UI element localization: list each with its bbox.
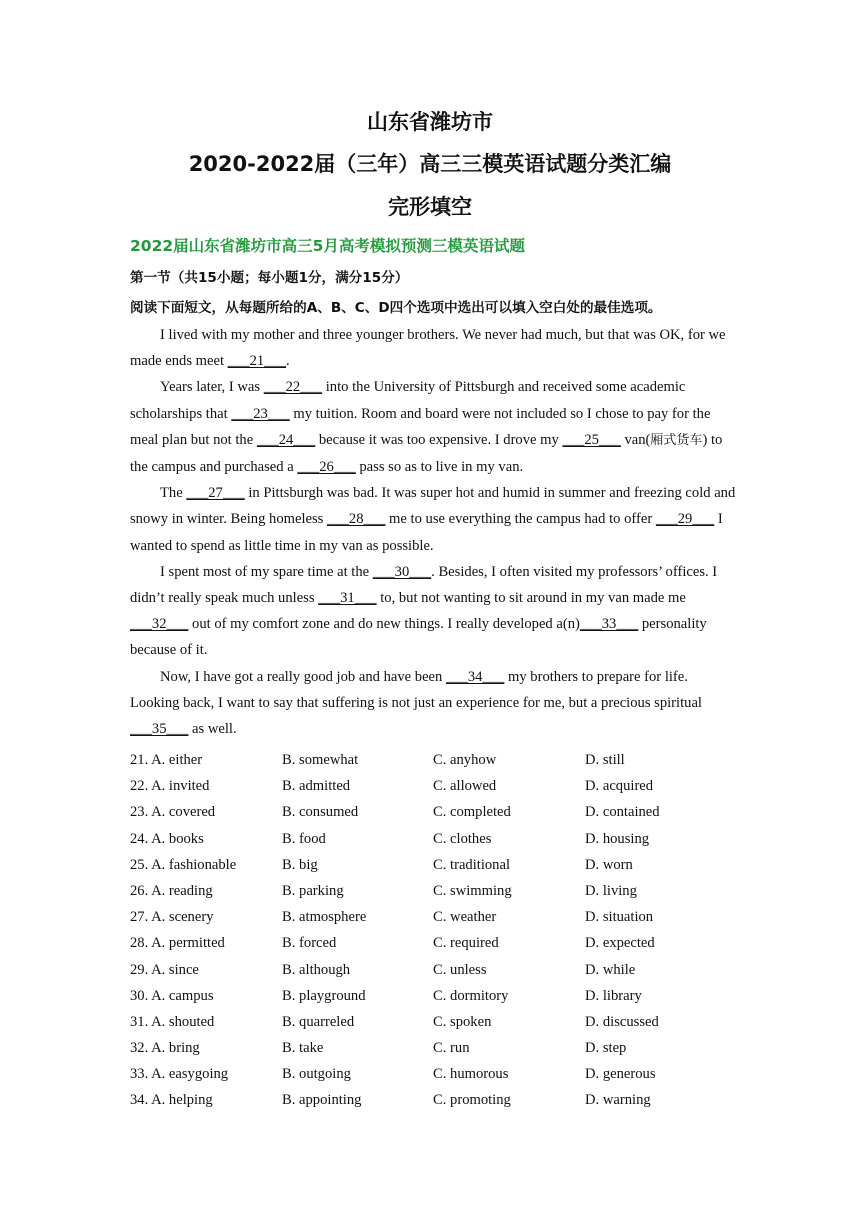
option-d: D. discussed bbox=[585, 1013, 659, 1030]
text: . bbox=[286, 353, 290, 370]
blank-26: ___26___ bbox=[297, 459, 356, 476]
text: me to use everything the campus had to offer bbox=[385, 511, 656, 528]
text: into the University of Pittsburgh and received some academic scholarships that bbox=[130, 379, 686, 422]
blank-30: ___30___ bbox=[372, 563, 432, 580]
option-row bbox=[130, 799, 750, 825]
blank-28: ___28___ bbox=[327, 511, 386, 528]
option-a: 24. A. books bbox=[130, 830, 204, 847]
option-c: C. dormitory bbox=[433, 987, 509, 1004]
option-c: C. anyhow bbox=[433, 752, 497, 768]
option-a: 22. A. invited bbox=[130, 778, 210, 795]
option-d: D. still bbox=[585, 752, 625, 768]
option-c: C. unless bbox=[433, 961, 487, 978]
paragraph-1 bbox=[130, 322, 736, 374]
option-row bbox=[130, 826, 750, 852]
option-a: 30. A. campus bbox=[130, 987, 214, 1004]
option-a: 27. A. scenery bbox=[130, 909, 214, 926]
text: Years later, I was bbox=[160, 379, 264, 396]
option-row bbox=[130, 852, 750, 878]
option-row bbox=[130, 1009, 750, 1035]
option-c: C. run bbox=[433, 1040, 470, 1057]
instruction-text: 阅读下面短文，从每题所给的A、B、C、D四个选项中选出可以填入空白处的最佳选项。 bbox=[130, 300, 662, 316]
option-d: D. acquired bbox=[585, 778, 654, 795]
chinese-gloss: 厢式货车 bbox=[650, 432, 703, 448]
paragraph-2 bbox=[130, 374, 736, 480]
option-d: D. worn bbox=[585, 856, 633, 873]
text: van( bbox=[620, 431, 651, 448]
blank-32: ___32___ bbox=[130, 616, 189, 633]
text: I lived with my mother and three younger brothers. We never had much, but that was OK, for we made ends meet bbox=[130, 327, 726, 370]
option-d: D. warning bbox=[585, 1092, 651, 1109]
option-d: D. while bbox=[585, 961, 636, 978]
option-c: C. swimming bbox=[433, 882, 512, 899]
text: I wanted to spend as little time in my van as possible. bbox=[130, 511, 723, 554]
blank-24: ___24___ bbox=[256, 431, 316, 448]
option-a: 28. A. permitted bbox=[130, 935, 225, 952]
blank-29: ___29___ bbox=[655, 511, 715, 528]
blank-27: ___27___ bbox=[186, 485, 245, 502]
text: . Besides, I often visited my professors’ offices. I didn’t really speak much unless bbox=[130, 563, 718, 607]
option-row bbox=[130, 1087, 750, 1113]
option-d: D. step bbox=[585, 1040, 627, 1057]
option-d: D. library bbox=[585, 987, 642, 1004]
option-a: 34. A. helping bbox=[130, 1092, 213, 1109]
passage bbox=[130, 322, 736, 742]
paragraph-3 bbox=[130, 480, 736, 559]
text: in Pittsburgh was bad. It was super hot and humid in summer and freezing cold and snowy in winter. Being homeless bbox=[130, 485, 736, 528]
blank-23: ___23___ bbox=[231, 405, 290, 422]
option-b: B. take bbox=[282, 1040, 324, 1057]
option-c: C. clothes bbox=[433, 830, 492, 847]
option-a: 31. A. shouted bbox=[130, 1013, 215, 1030]
option-c: C. promoting bbox=[433, 1092, 511, 1109]
option-c: C. traditional bbox=[433, 856, 511, 873]
option-b: B. food bbox=[282, 830, 326, 847]
blank-33: ___33___ bbox=[579, 616, 639, 633]
option-b: B. although bbox=[282, 961, 351, 978]
text: I spent most of my spare time at the bbox=[160, 563, 373, 580]
option-c: C. spoken bbox=[433, 1013, 492, 1030]
option-b: B. appointing bbox=[282, 1092, 362, 1109]
option-d: D. expected bbox=[585, 935, 655, 952]
text: pass so as to live in my van. bbox=[355, 459, 524, 476]
option-b: B. consumed bbox=[282, 804, 359, 821]
option-row bbox=[130, 930, 750, 956]
option-d: D. generous bbox=[585, 1066, 656, 1083]
blank-31: ___31___ bbox=[318, 590, 377, 607]
option-a: 29. A. since bbox=[130, 961, 199, 978]
option-b: B. playground bbox=[282, 987, 366, 1004]
paragraph-5 bbox=[130, 664, 736, 743]
option-c: C. completed bbox=[433, 804, 511, 821]
text: my tuition. Room and board were not included so I chose to pay for the meal plan but not the bbox=[130, 405, 711, 448]
doc-title-main: 2020-2022届（三年）高三三模英语试题分类汇编 bbox=[188, 152, 672, 176]
option-b: B. outgoing bbox=[282, 1066, 351, 1083]
option-a: 33. A. easygoing bbox=[130, 1066, 229, 1083]
section-label: 第一节（共15小题；每小题1分，满分15分） bbox=[130, 270, 409, 286]
option-row bbox=[130, 1035, 750, 1061]
option-b: B. big bbox=[282, 856, 318, 873]
text: ) to the campus and purchased a bbox=[130, 431, 723, 476]
text: because it was too expensive. I drove my bbox=[315, 431, 563, 448]
option-b: B. forced bbox=[282, 935, 337, 952]
option-b: B. atmosphere bbox=[282, 909, 367, 926]
option-d: D. living bbox=[585, 882, 637, 899]
doc-title-region: 山东省潍坊市 bbox=[367, 110, 493, 134]
text: Now, I have got a really good job and have been bbox=[160, 668, 446, 685]
option-a: 32. A. bring bbox=[130, 1040, 200, 1057]
option-c: C. humorous bbox=[433, 1066, 509, 1083]
option-a: 26. A. reading bbox=[130, 882, 213, 899]
option-row bbox=[130, 1061, 750, 1087]
option-d: D. housing bbox=[585, 830, 650, 847]
option-a: 23. A. covered bbox=[130, 804, 216, 821]
option-row bbox=[130, 773, 750, 799]
option-b: B. admitted bbox=[282, 778, 351, 795]
option-row bbox=[130, 904, 750, 930]
option-row bbox=[130, 983, 750, 1009]
doc-title-type: 完形填空 bbox=[388, 195, 472, 219]
blank-34: ___34___ bbox=[445, 668, 505, 685]
option-b: B. parking bbox=[282, 882, 344, 899]
blank-25: ___25___ bbox=[562, 431, 621, 448]
option-c: C. weather bbox=[433, 909, 497, 926]
option-row bbox=[130, 878, 750, 904]
exam-heading: 2022届山东省潍坊市高三5月高考模拟预测三模英语试题 bbox=[130, 237, 525, 255]
option-a: 25. A. fashionable bbox=[130, 856, 237, 873]
option-d: D. situation bbox=[585, 909, 654, 926]
text: to, but not wanting to sit around in my van made me bbox=[376, 590, 686, 607]
option-a: 21. A. either bbox=[130, 752, 203, 768]
text: as well. bbox=[188, 721, 237, 738]
option-row bbox=[130, 957, 750, 983]
blank-35: ___35___ bbox=[130, 721, 189, 738]
options-list bbox=[130, 747, 750, 1114]
text: personality because of it. bbox=[130, 616, 707, 659]
paragraph-4 bbox=[130, 559, 736, 664]
text: The bbox=[160, 485, 187, 502]
option-b: B. somewhat bbox=[282, 752, 359, 768]
option-b: B. quarreled bbox=[282, 1013, 355, 1030]
text: out of my comfort zone and do new things. I really developed a(n) bbox=[188, 616, 580, 633]
option-c: C. allowed bbox=[433, 778, 497, 795]
option-c: C. required bbox=[433, 935, 499, 952]
option-row bbox=[130, 747, 750, 773]
blank-22: ___22___ bbox=[263, 379, 323, 396]
blank-21: ___21___ bbox=[227, 353, 287, 370]
text: my brothers to prepare for life. Looking back, I want to say that suffering is not just an experience for me, but a precious spiritual bbox=[130, 668, 702, 711]
option-d: D. contained bbox=[585, 804, 660, 821]
